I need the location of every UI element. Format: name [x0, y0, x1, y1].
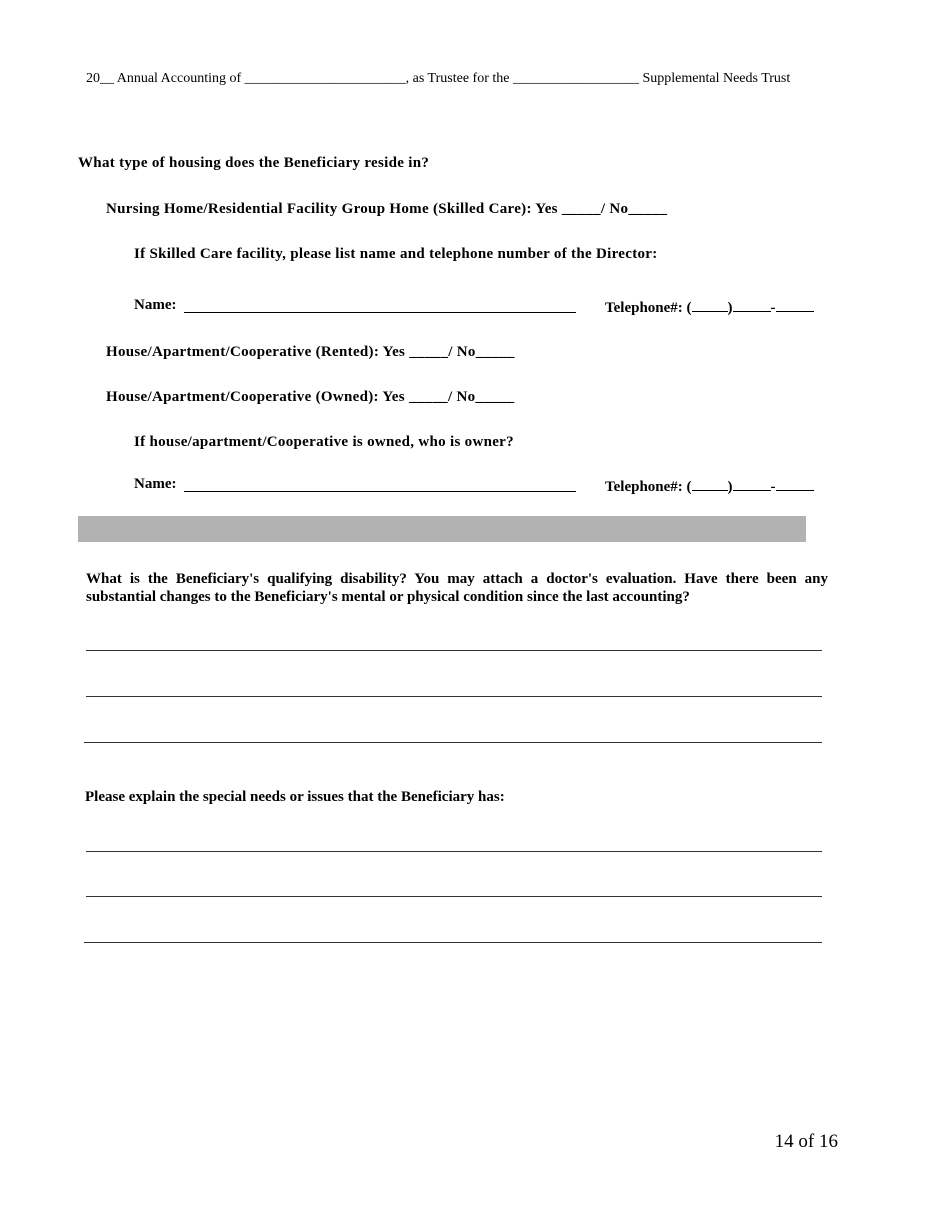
owner-area-code-blank[interactable]	[692, 476, 728, 491]
page-number: 14 of 16	[774, 1131, 838, 1152]
special-needs-answer-line[interactable]	[84, 942, 822, 943]
close-paren: )	[727, 479, 733, 495]
owner-prefix-blank[interactable]	[733, 476, 771, 491]
director-name-label: Name:	[134, 297, 177, 313]
close-paren: )	[727, 300, 733, 316]
owner-question: If house/apartment/Cooperative is owned, who is owner?	[134, 434, 514, 450]
owner-line-number-blank[interactable]	[776, 476, 814, 491]
owned-option[interactable]: House/Apartment/Cooperative (Owned): Yes _____/ No_____	[106, 389, 515, 405]
disability-question: What is the Beneficiary's qualifying disability? You may attach a doctor's evaluation. Have there been any substantial changes to the Beneficiary's mental or physical condition since the last accounting?	[86, 571, 828, 605]
owner-telephone-label: Telephone#: (	[605, 479, 692, 495]
director-telephone-field[interactable]	[605, 297, 814, 317]
document-header: 20__ Annual Accounting of _______________________, as Trustee for the __________________ Supplemental Needs Trust	[86, 71, 791, 86]
disability-answer-line[interactable]	[86, 650, 822, 651]
dash: -	[770, 300, 776, 316]
director-line-number-blank[interactable]	[776, 297, 814, 312]
skilled-care-instruction: If Skilled Care facility, please list name and telephone number of the Director:	[134, 246, 658, 262]
rented-option[interactable]: House/Apartment/Cooperative (Rented): Yes _____/ No_____	[106, 344, 515, 360]
director-name-field[interactable]	[184, 312, 576, 313]
housing-question: What type of housing does the Beneficiary reside in?	[78, 155, 430, 171]
section-divider-bar	[78, 516, 806, 542]
special-needs-question: Please explain the special needs or issues that the Beneficiary has:	[85, 789, 505, 805]
director-prefix-blank[interactable]	[733, 297, 771, 312]
director-area-code-blank[interactable]	[692, 297, 728, 312]
special-needs-answer-line[interactable]	[86, 896, 822, 897]
disability-answer-line[interactable]	[84, 742, 822, 743]
nursing-home-option[interactable]: Nursing Home/Residential Facility Group Home (Skilled Care): Yes _____/ No_____	[106, 201, 668, 217]
disability-answer-line[interactable]	[86, 696, 822, 697]
owner-name-field[interactable]	[184, 491, 576, 492]
owner-name-label: Name:	[134, 476, 177, 492]
dash: -	[770, 479, 776, 495]
owner-telephone-field[interactable]	[605, 476, 814, 496]
director-telephone-label: Telephone#: (	[605, 300, 692, 316]
special-needs-answer-line[interactable]	[86, 851, 822, 852]
